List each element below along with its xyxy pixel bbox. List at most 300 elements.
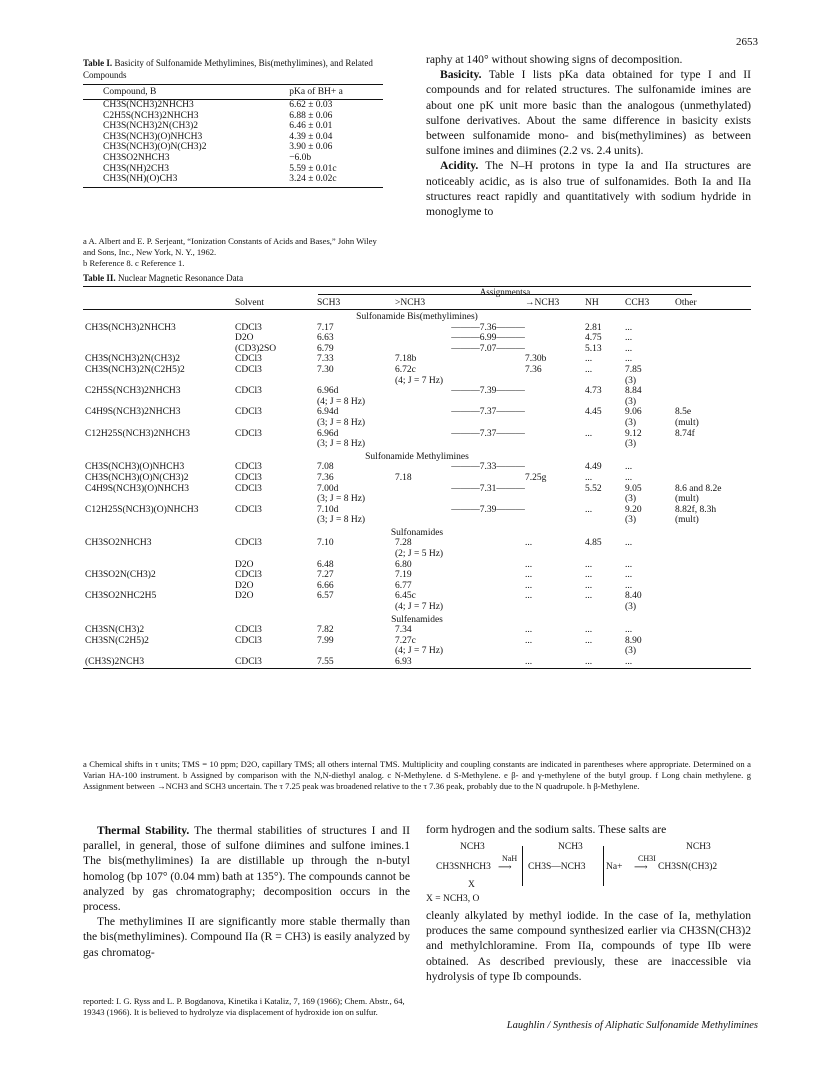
table2-cell xyxy=(523,549,583,560)
table2-cell xyxy=(583,439,623,450)
table2-header: CCH3 xyxy=(623,297,673,310)
table2-cell: ... xyxy=(525,591,533,602)
table2-cell: (3) xyxy=(625,375,637,386)
table2-row xyxy=(83,365,751,376)
table2-cell xyxy=(233,418,315,429)
table2-cell: (CD3)2SO xyxy=(235,343,277,354)
table2-cell xyxy=(83,560,233,571)
table2-cell: CH3S(NCH3)(O)N(CH3)2 xyxy=(85,472,189,483)
table2-cell: 5.13 xyxy=(585,343,602,354)
paragraph: raphy at 140° without showing signs of decomposition. xyxy=(426,53,683,66)
table2-row xyxy=(83,397,751,408)
table2-cell: CDCl3 xyxy=(235,364,262,375)
table1-cell: −6.0b xyxy=(289,152,312,163)
table2-cell xyxy=(523,418,583,429)
table2-cell: (3; J = 8 Hz) xyxy=(317,515,366,526)
table2-cell: CDCl3 xyxy=(235,386,262,397)
scheme-product: CH3SN(CH3)2 xyxy=(658,862,718,872)
table2-cell: CH3SO2NHC2H5 xyxy=(85,591,157,602)
table2-cell: 7.27c xyxy=(395,635,416,646)
table2-cell xyxy=(673,591,751,602)
table2-header: >NCH3 xyxy=(393,297,523,310)
table1-row xyxy=(83,100,383,111)
table2-header xyxy=(83,297,233,310)
table2-cell: ... xyxy=(585,472,593,483)
table2-cell: 8.82f, 8.3h xyxy=(675,504,717,515)
table2-cell: C4H9S(NCH3)2NHCH3 xyxy=(85,407,181,418)
table2-cell xyxy=(233,646,315,657)
table2-cell: CDCl3 xyxy=(235,570,262,581)
table2-header: NH xyxy=(583,297,623,310)
table2-cell: CDCl3 xyxy=(235,428,262,439)
table2-cell: CDCl3 xyxy=(235,483,262,494)
table1-cell: CH3S(NCH3)2NHCH3 xyxy=(103,100,194,110)
arrow-icon: ⟶ xyxy=(498,863,512,873)
table2-cell xyxy=(523,397,583,408)
table2-cell xyxy=(83,494,233,505)
table2-cell: ... xyxy=(523,657,583,668)
table2-cell xyxy=(233,494,315,505)
scheme-reagent: CH3I xyxy=(638,854,656,863)
table2-cell: 7.85 xyxy=(625,364,642,375)
table2-cell: ... xyxy=(585,354,593,365)
table2-cell xyxy=(83,397,233,408)
table1-cell: 3.24 ± 0.02c xyxy=(285,174,383,187)
table2-row xyxy=(83,462,751,473)
table2-cell: CDCl3 xyxy=(235,462,262,473)
table2-cell: (3) xyxy=(625,494,637,505)
table2-cell: 7.19 xyxy=(395,570,412,581)
table2-cell: 8.74f xyxy=(675,428,695,439)
table2-cell xyxy=(315,602,393,613)
table2-cell: (mult) xyxy=(675,417,699,428)
table2-cell: 7.36 xyxy=(525,364,542,375)
table2-cell xyxy=(523,646,583,657)
table2-cell: 7.10 xyxy=(317,538,334,549)
table2-cell: 8.84 xyxy=(625,386,642,397)
table1-row xyxy=(83,111,383,122)
table1-cell: 6.88 ± 0.06 xyxy=(289,110,333,121)
table2-section-title: Sulfonamide Bis(methylimines) xyxy=(356,312,478,322)
table1-cell: 4.39 ± 0.04 xyxy=(289,131,333,142)
table2-cell: 6.57 xyxy=(317,591,334,602)
table2-cell: C4H9S(NCH3)(O)NHCH3 xyxy=(85,483,189,494)
table2-cell: 7.18b xyxy=(395,354,417,365)
table2 xyxy=(83,297,751,669)
table2-cell: ... xyxy=(585,625,593,636)
basicity-paragraph xyxy=(426,67,751,158)
table2-assignments-label: Assignmentsa xyxy=(479,287,531,297)
table1-cell: CH3S(NCH3)(O)NHCH3 xyxy=(103,131,203,142)
table2-cell: 7.28 xyxy=(395,538,412,549)
table2-cell: 6.45c xyxy=(395,591,416,602)
table2-cell: 6.96d xyxy=(317,428,339,439)
table2-section-row xyxy=(83,310,751,323)
table2-row xyxy=(83,581,751,592)
table2-cell xyxy=(233,439,315,450)
table2-cell: ... xyxy=(625,333,633,344)
table2-cell: CDCl3 xyxy=(235,407,262,418)
thermal-paragraph xyxy=(83,823,410,914)
table2-row xyxy=(83,646,751,657)
table1-footnotes xyxy=(83,236,383,269)
table2-cell: CH3S(NCH3)(O)NHCH3 xyxy=(85,462,185,473)
scheme-definition: X = NCH3, O xyxy=(426,894,480,904)
table2-cell xyxy=(523,494,583,505)
table2-cell xyxy=(583,418,623,429)
scheme-counterion: Na+ xyxy=(606,862,623,872)
table2-cell xyxy=(393,418,523,429)
table2-cell xyxy=(83,602,233,613)
table2-cell: 6.72c xyxy=(395,364,416,375)
table2-cell xyxy=(673,473,751,484)
table2-row xyxy=(83,333,751,344)
table2-cell: (3) xyxy=(625,515,637,526)
table2-row xyxy=(83,473,751,484)
table2-row xyxy=(83,344,751,355)
table2-cell xyxy=(583,376,623,387)
table1-row xyxy=(83,121,383,132)
table2-cell: (3) xyxy=(625,646,637,657)
table2-row xyxy=(83,636,751,647)
table2-cell: CDCl3 xyxy=(235,504,262,515)
table2-cell: 6.63 xyxy=(317,333,334,344)
table2-cell: ———7.37——— xyxy=(451,428,525,439)
table2-cell: CH3S(NCH3)2N(C2H5)2 xyxy=(85,364,185,375)
table1-cell: CH3SO2NHCH3 xyxy=(103,152,170,163)
table2-cell: 6.79 xyxy=(317,343,334,354)
table2-cell: ... xyxy=(625,538,633,549)
table2-cell xyxy=(673,462,751,473)
table2-cell xyxy=(673,657,751,668)
table2-cell: 7.55 xyxy=(315,657,393,668)
table2-cell xyxy=(673,376,751,387)
table2-cell: ... xyxy=(625,462,633,473)
table2-cell: 2.81 xyxy=(585,322,602,333)
table2-cell: ... xyxy=(625,570,633,581)
table2-cell: 4.73 xyxy=(585,386,602,397)
arrow-icon: ⟶ xyxy=(634,863,648,873)
table2-cell xyxy=(393,515,523,526)
table2-cell: 8.6 and 8.2e xyxy=(675,483,722,494)
table2-cell: (mult) xyxy=(675,494,699,505)
table2-row xyxy=(83,418,751,429)
table2-cell: 9.12 xyxy=(625,428,642,439)
table1-row xyxy=(83,174,383,187)
table2-cell xyxy=(583,397,623,408)
table2-cell: (3; J = 8 Hz) xyxy=(317,494,366,505)
table2-cell: 9.05 xyxy=(625,483,642,494)
table2-header: →NCH3 xyxy=(523,297,583,310)
table2-row xyxy=(83,323,751,334)
table2-cell: ... xyxy=(625,354,633,365)
table2-header: Other xyxy=(673,297,751,310)
table2-section-title: Sulfonamide Methylimines xyxy=(365,451,469,462)
table2-cell xyxy=(673,570,751,581)
table2-cell: ... xyxy=(625,580,633,591)
table2-cell: ... xyxy=(585,364,593,375)
table2-cell: CH3SO2N(CH3)2 xyxy=(85,570,156,581)
table2-cell xyxy=(673,625,751,636)
table2-cell xyxy=(393,494,523,505)
table2-caption-text: Nuclear Magnetic Resonance Data xyxy=(117,273,244,283)
table1-cell: CH3S(NCH3)(O)N(CH3)2 xyxy=(103,142,207,153)
table2-cell: ———6.99——— xyxy=(451,333,525,344)
scheme-intermediate: CH3S—NCH3 xyxy=(528,862,586,872)
table2-cell: ... xyxy=(585,559,593,570)
table2-cell: ———7.36——— xyxy=(451,322,525,333)
table2-cell: ... xyxy=(625,625,633,636)
table1-cell: CH3S(NCH3)2N(CH3)2 xyxy=(103,121,198,132)
table2-header: Solvent xyxy=(233,297,315,310)
table2-cell: 7.30 xyxy=(317,364,334,375)
table2-cell xyxy=(233,602,315,613)
acidity-heading: Acidity. xyxy=(440,159,479,173)
table1-cell: 5.59 ± 0.01c xyxy=(289,163,337,174)
scheme-group: NCH3 xyxy=(686,842,711,852)
table2-cell xyxy=(233,376,315,387)
table2-cell: (mult) xyxy=(675,515,699,526)
table2-cell: 6.93 xyxy=(393,657,523,668)
table2-cell: 8.90 xyxy=(625,635,642,646)
table2-cell xyxy=(83,515,233,526)
table2-cell xyxy=(315,549,393,560)
table1-cell: C2H5S(NCH3)2NHCH3 xyxy=(103,110,199,121)
table2-cell: ... xyxy=(525,625,533,636)
table2-cell: (3) xyxy=(625,439,637,450)
table2-cell: ... xyxy=(625,559,633,570)
table2-cell xyxy=(673,333,751,344)
table2-cell: D2O xyxy=(235,591,254,602)
table2-row xyxy=(83,538,751,549)
table2-cell: 7.36 xyxy=(317,472,334,483)
table2-row xyxy=(83,515,751,526)
table2-cell xyxy=(83,418,233,429)
table2-cell xyxy=(673,365,751,376)
table2-row xyxy=(83,439,751,450)
table2-cell xyxy=(583,494,623,505)
table2-row xyxy=(83,386,751,397)
table2-cell xyxy=(523,602,583,613)
table1-cell: 3.90 ± 0.06 xyxy=(289,142,333,153)
table2-cell: CH3SO2NHCH3 xyxy=(85,538,152,549)
table2-row xyxy=(83,376,751,387)
table2-footnote: a Chemical shifts in τ units; TMS = 10 ppm; D2O, capillary TMS; all others internal TMS. Multiplicity and coupling constants are indicated in parentheses where appropriate. Determined on a Varian HA-100 instrument. b Assigned by comparison with the N,N-diethyl analog. c N-Methylene. d S-Methylene. e β- and γ-methylene of the butyl group. f Long chain methylene. g Assignment between →NCH3 and SCH3 uncertain. The τ 7.25 peak was broadened relative to the τ 7.36 peak, probably due to the N quadrupole. h β-Methylene. xyxy=(83,759,751,791)
table2-cell: ... xyxy=(585,570,593,581)
paragraph: cleanly alkylated by methyl iodide. In the case of Ia, methylation produces the same compound synthesized earlier via CH3SN(CH3)2 and methylchloramine. From IIa, compounds of type IIb were obtained. As described previously, these are inaccessible via hydrolysis of type Ib compounds. xyxy=(426,909,751,983)
table2-cell: C2H5S(NCH3)2NHCH3 xyxy=(85,386,181,397)
table2-cell: CH3SN(CH3)2 xyxy=(85,625,145,636)
table2-cell: 7.18 xyxy=(395,472,412,483)
basicity-heading: Basicity. xyxy=(440,68,482,82)
table2-cell xyxy=(523,439,583,450)
table2-cell: ———7.33——— xyxy=(451,462,525,473)
table2-cell: CDCl3 xyxy=(235,538,262,549)
table2-cell xyxy=(673,560,751,571)
table2-cell: ———7.31——— xyxy=(451,483,525,494)
acidity-paragraph xyxy=(426,158,751,219)
table2-row xyxy=(83,484,751,495)
table1-row xyxy=(83,142,383,153)
table2-cell: 7.10d xyxy=(317,504,339,515)
table2-cell: 7.00d xyxy=(317,483,339,494)
table2-cell: CH3SN(C2H5)2 xyxy=(85,635,149,646)
table2-cell: (3) xyxy=(625,417,637,428)
table2-cell xyxy=(83,549,233,560)
table2-row xyxy=(83,494,751,505)
table2-row xyxy=(83,429,751,440)
table2-assignments-rule xyxy=(318,294,692,295)
table2-cell: ———7.39——— xyxy=(451,504,525,515)
table2-row xyxy=(83,354,751,365)
table2-cell xyxy=(673,386,751,397)
table2-section-row xyxy=(83,526,751,539)
table2-cell xyxy=(673,581,751,592)
table2-cell: ... xyxy=(525,559,533,570)
table2-cell: C12H25S(NCH3)2NHCH3 xyxy=(85,428,191,439)
table2-cell xyxy=(583,646,623,657)
table2-cell xyxy=(673,646,751,657)
table2-cell xyxy=(673,354,751,365)
left-column-bottom xyxy=(83,823,410,960)
table2-cell: 4.75 xyxy=(585,333,602,344)
table2-cell: 6.77 xyxy=(395,580,412,591)
table2-cell: ... xyxy=(585,591,593,602)
table2-cell: (3) xyxy=(625,396,637,407)
table2-cell xyxy=(233,515,315,526)
table2-cell: 6.96d xyxy=(317,386,339,397)
table2-cell: D2O xyxy=(235,333,254,344)
thermal-text: The thermal stabilities of structures I and II parallel, in general, those of sulfone diimines and sulfone imines.1 The bis(methylimines) Ia are distillable up through the n-butyl homolog (bp 107° (0.04 mm) bath at 135°). The compounds cannot be analyzed by gas chromatography; decomposition occurs in the process. xyxy=(83,824,410,914)
table2-cell xyxy=(315,646,393,657)
table2-cell: ... xyxy=(625,472,633,483)
acidity-text: The N–H protons in type Ia and IIa structures are noticeably acidic, as is also true of sulfonamides. Both Ia and IIa structures react rapidly and quantitatively with sodium hydride in monoglyme to xyxy=(426,159,751,219)
scheme-group: NCH3 xyxy=(558,842,583,852)
table2-cell: ———7.37——— xyxy=(451,407,525,418)
table1-row xyxy=(83,132,383,143)
reaction-scheme xyxy=(426,842,751,902)
table1-caption-text: Basicity of Sulfonamide Methylimines, Bis(methylimines), and Related Compounds xyxy=(83,58,373,80)
table2-cell xyxy=(393,439,523,450)
table1-footnote: b Reference 8. c Reference 1. xyxy=(83,258,185,268)
table2-cell xyxy=(673,323,751,334)
table2-header: SCH3 xyxy=(315,297,393,310)
table1-caption xyxy=(83,57,383,81)
table2-section-title: Sulfenamides xyxy=(391,614,443,625)
running-footer: Laughlin / Synthesis of Aliphatic Sulfonamide Methylimines xyxy=(506,1020,758,1031)
table2-cell: 6.80 xyxy=(395,559,412,570)
table2-cell: C12H25S(NCH3)(O)NHCH3 xyxy=(85,504,199,515)
table2-cell: 7.33 xyxy=(317,354,334,365)
table2-cell: (CH3S)2NCH3 xyxy=(83,657,233,668)
table2-cell xyxy=(583,515,623,526)
table2-cell: ... xyxy=(585,635,593,646)
table2-cell xyxy=(523,515,583,526)
paragraph: The methylimines II are significantly more stable thermally than the bis(methylimines). Compound IIa (R = CH3) is easily analyzed by gas chromatog- xyxy=(83,915,410,959)
table2-cell: ... xyxy=(585,428,593,439)
table2-cell: ... xyxy=(525,538,533,549)
table2-cell xyxy=(673,439,751,450)
table2-cell xyxy=(315,376,393,387)
table2-cell xyxy=(623,549,673,560)
scheme-reactant: CH3SNHCH3 xyxy=(436,862,491,872)
table2-cell: 8.5e xyxy=(675,407,692,418)
table2-cell xyxy=(523,376,583,387)
table2-cell: D2O xyxy=(235,559,254,570)
table2-row xyxy=(83,570,751,581)
table2-row xyxy=(83,625,751,636)
table2-cell xyxy=(83,333,233,344)
table1-cell: CH3S(NH)2CH3 xyxy=(103,163,169,174)
table2-cell: (4; J = 7 Hz) xyxy=(395,646,444,657)
table2-cell: 6.48 xyxy=(317,559,334,570)
table2-cell xyxy=(583,602,623,613)
table1-footnote: a A. Albert and E. P. Serjeant, “Ionization Constants of Acids and Bases,” John Wiley and Sons, Inc., New York, N. Y., 1962. xyxy=(83,236,377,257)
table2-cell xyxy=(673,397,751,408)
table2-section-row xyxy=(83,450,751,463)
table2-cell xyxy=(83,646,233,657)
table2-cell: (4; J = 7 Hz) xyxy=(395,602,444,613)
table2-cell: (4; J = 8 Hz) xyxy=(317,396,366,407)
table2-cell: 4.85 xyxy=(585,538,602,549)
reference-note: reported: I. G. Ryss and L. P. Bogdanova, Kinetika i Kataliz, 7, 169 (1966); Chem. Abstr., 64, 19343 (1966). It is believed to hydrolyze via displacement of hydroxide ion on sulfur. xyxy=(83,996,405,1017)
scheme-x: X xyxy=(468,880,475,890)
table2-cell: 7.25g xyxy=(525,472,547,483)
table2-cell: 7.17 xyxy=(317,322,334,333)
table2-row xyxy=(83,657,751,668)
table2-cell xyxy=(233,397,315,408)
table2-cell: 7.82 xyxy=(317,625,334,636)
table2-cell: ... xyxy=(585,504,593,515)
table2-cell: 4.45 xyxy=(585,407,602,418)
table1-row xyxy=(83,153,383,164)
table2-cell: ... xyxy=(623,657,673,668)
table2-cell: D2O xyxy=(235,580,254,591)
table2-cell: CDCl3 xyxy=(235,472,262,483)
table2-cell: ... xyxy=(625,322,633,333)
right-column-top xyxy=(426,52,751,219)
table2-cell: 7.08 xyxy=(317,462,334,473)
table1-header: pKa of BH+ a xyxy=(285,85,383,100)
table2-cell: CDCl3 xyxy=(233,657,315,668)
table1 xyxy=(83,84,383,188)
thermal-heading: Thermal Stability. xyxy=(97,824,190,837)
table2-cell xyxy=(673,538,751,549)
table2-cell xyxy=(673,636,751,647)
table1-caption-label: Table I. xyxy=(83,58,113,68)
table2-cell: 9.20 xyxy=(625,504,642,515)
table2-cell xyxy=(673,344,751,355)
table2-cell: ... xyxy=(525,570,533,581)
table1-cell: 6.46 ± 0.01 xyxy=(289,121,333,132)
table2-cell xyxy=(583,549,623,560)
table2-cell: 7.34 xyxy=(395,625,412,636)
table2-cell: 9.06 xyxy=(625,407,642,418)
table2-cell xyxy=(393,397,523,408)
table2-cell: 6.94d xyxy=(317,407,339,418)
scheme-group: NCH3 xyxy=(460,842,485,852)
table2-row xyxy=(83,602,751,613)
table2-caption-label: Table II. xyxy=(83,273,116,283)
table2-cell: ... xyxy=(625,343,633,354)
table1-cell: 6.62 ± 0.03 xyxy=(289,100,333,110)
table2-cell: CDCl3 xyxy=(235,322,262,333)
table2-cell: CDCl3 xyxy=(235,635,262,646)
table2-cell: CH3S(NCH3)2N(CH3)2 xyxy=(85,354,180,365)
table2-cell: CDCl3 xyxy=(235,625,262,636)
table2-cell xyxy=(83,581,233,592)
table2-cell: 7.27 xyxy=(317,570,334,581)
